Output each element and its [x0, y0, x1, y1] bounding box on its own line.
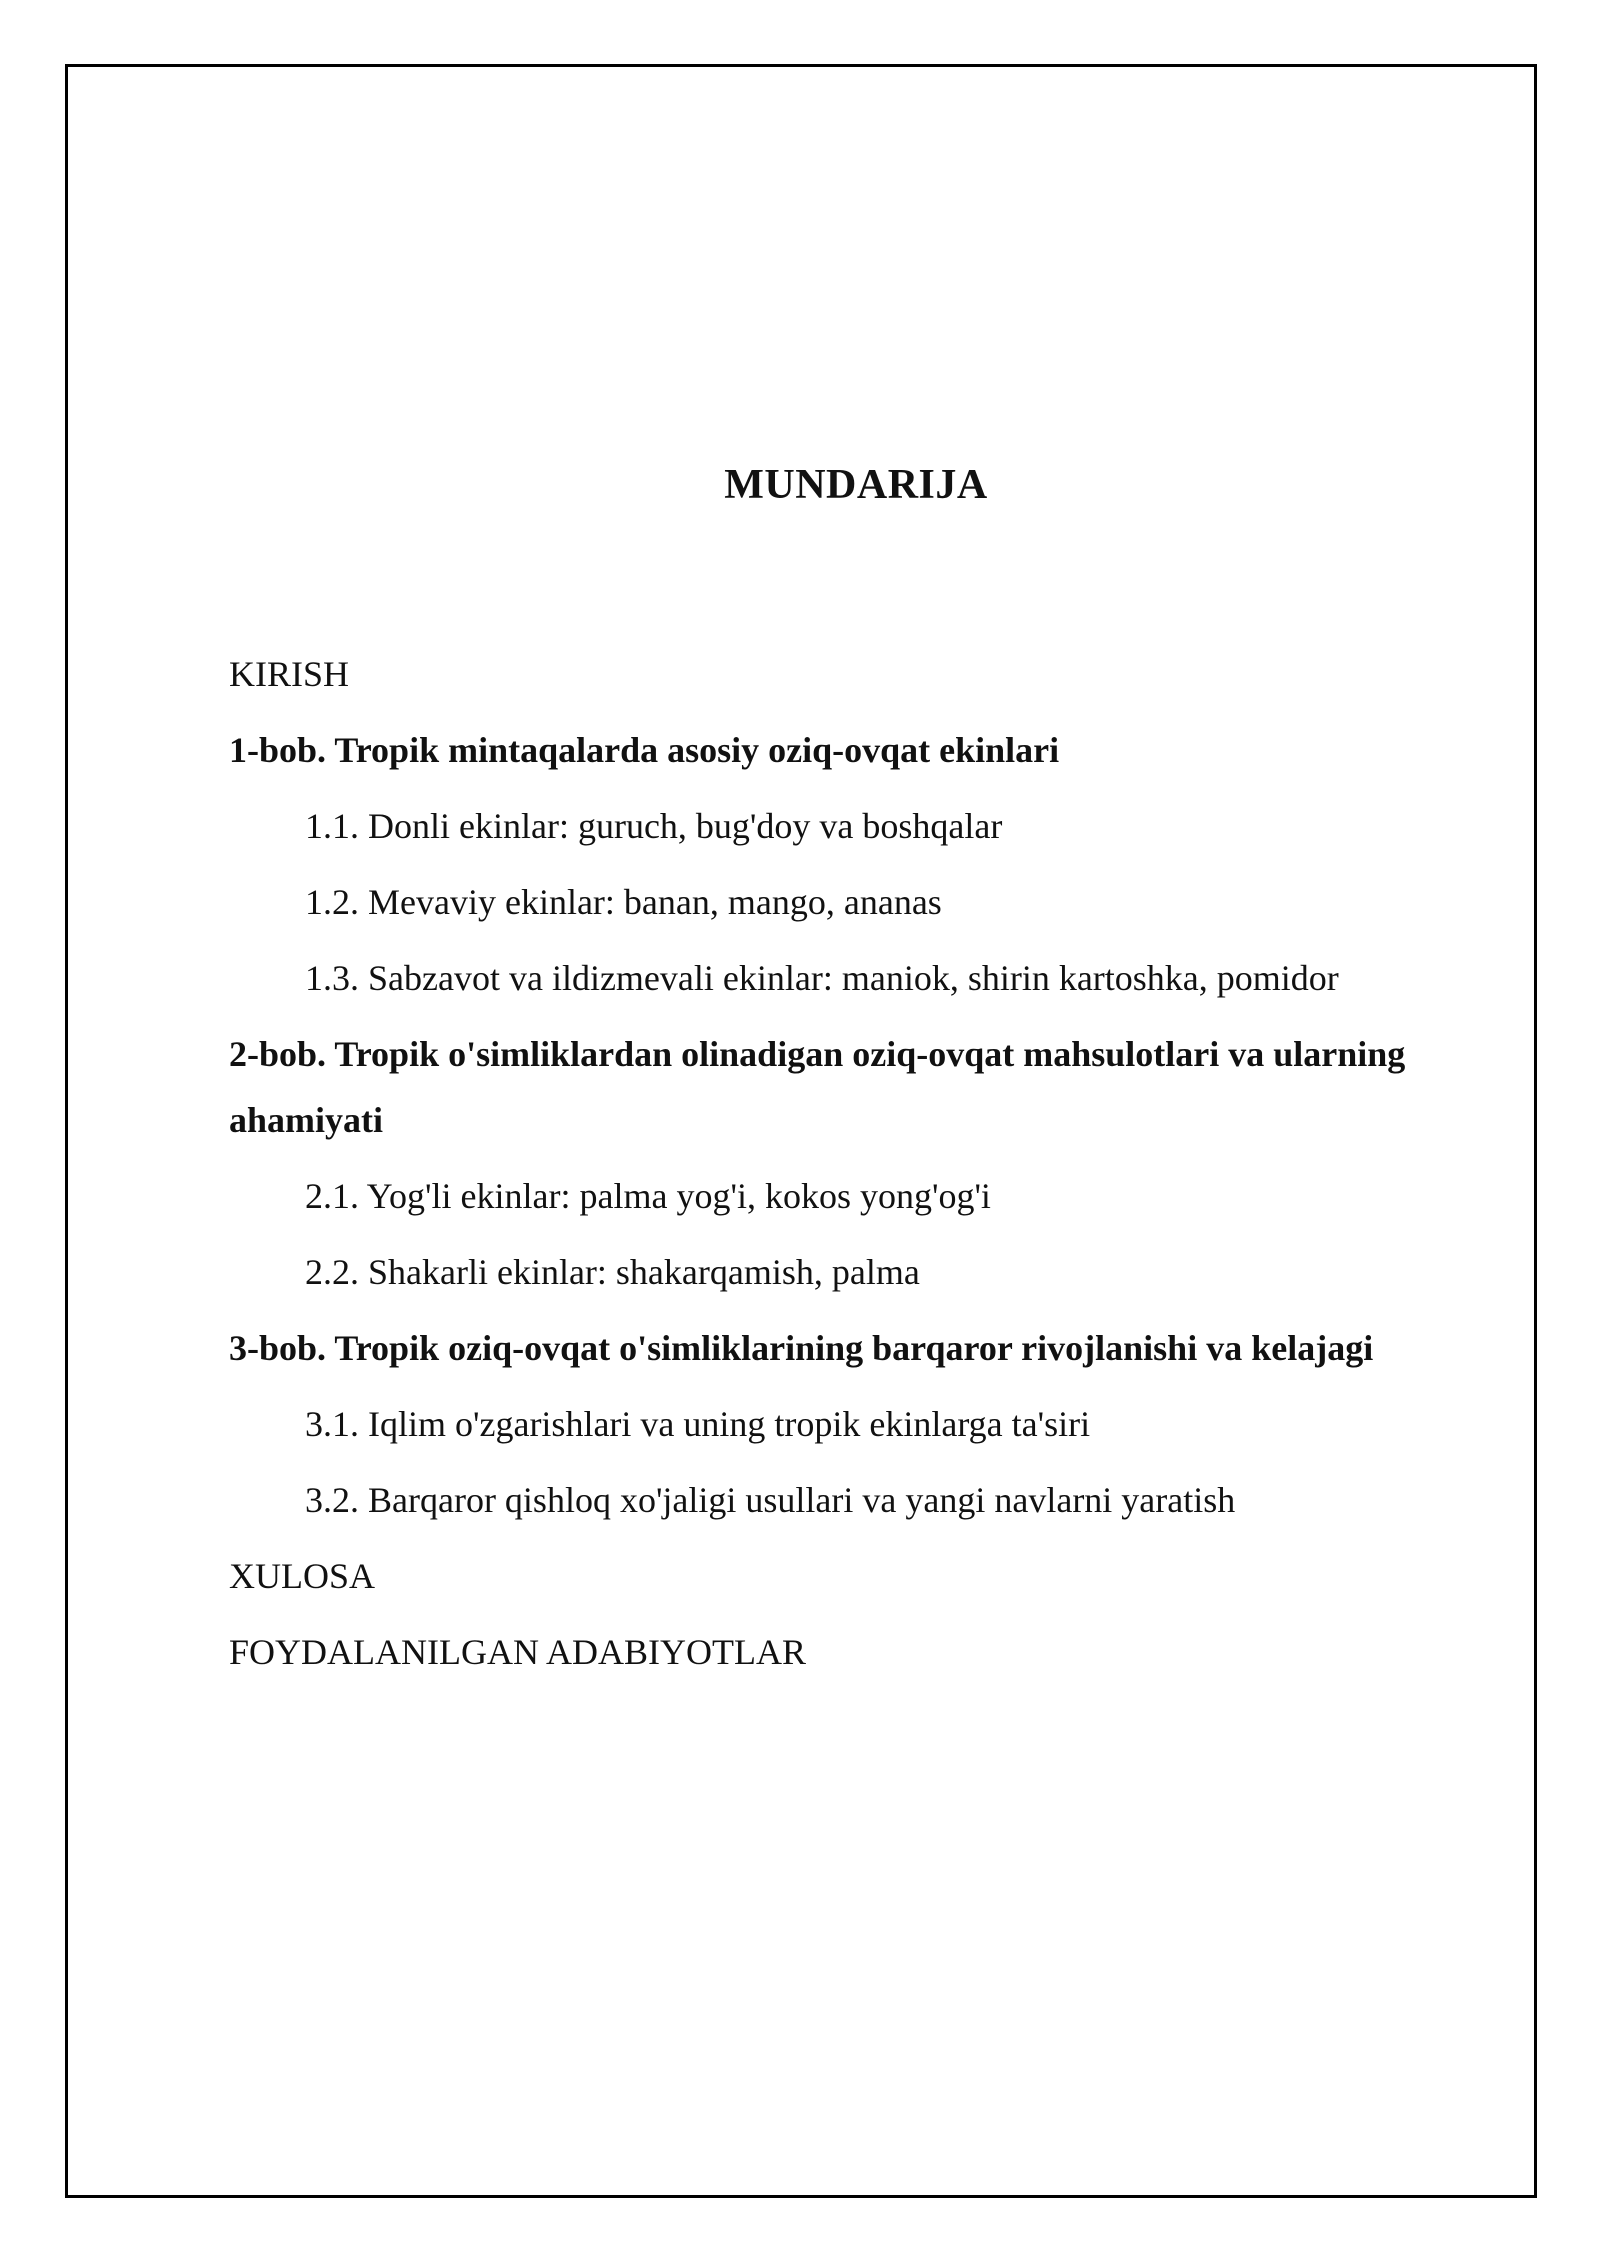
toc-entry-section-2-2: 2.2. Shakarli ekinlar: shakarqamish, palma: [305, 1252, 920, 1292]
toc-entry-chapter-1: 1-bob. Tropik mintaqalarda asosiy oziq-ovqat ekinlari: [229, 730, 1060, 770]
toc-title: MUNDARIJA: [724, 462, 988, 508]
toc-entry-section-1-1: 1.1. Donli ekinlar: guruch, bug'doy va boshqalar: [305, 806, 1003, 846]
toc-entry-introduction: KIRISH: [229, 654, 350, 694]
toc-entry-chapter-3: 3-bob. Tropik oziq-ovqat o'simliklarining barqaror rivojlanishi va kelajagi: [229, 1328, 1374, 1368]
table-of-contents: [229, 636, 1474, 1690]
toc-entry-section-2-1: 2.1. Yog'li ekinlar: palma yog'i, kokos yong'og'i: [305, 1176, 991, 1216]
toc-entry-chapter-2: 2-bob. Tropik o'simliklardan olinadigan oziq-ovqat mahsulotlari va ularning ahamiyati: [229, 1034, 1406, 1140]
toc-entry-section-3-2: 3.2. Barqaror qishloq xo'jaligi usullari va yangi navlarni yaratish: [305, 1480, 1236, 1520]
toc-entry-conclusion: XULOSA: [229, 1556, 376, 1596]
toc-entry-references: FOYDALANILGAN ADABIYOTLAR: [229, 1632, 806, 1672]
toc-entry-section-1-3: 1.3. Sabzavot va ildizmevali ekinlar: maniok, shirin kartoshka, pomidor: [305, 958, 1339, 998]
toc-entry-section-1-2: 1.2. Mevaviy ekinlar: banan, mango, ananas: [305, 882, 942, 922]
toc-entry-section-3-1: 3.1. Iqlim o'zgarishlari va uning tropik ekinlarga ta'siri: [305, 1404, 1091, 1444]
